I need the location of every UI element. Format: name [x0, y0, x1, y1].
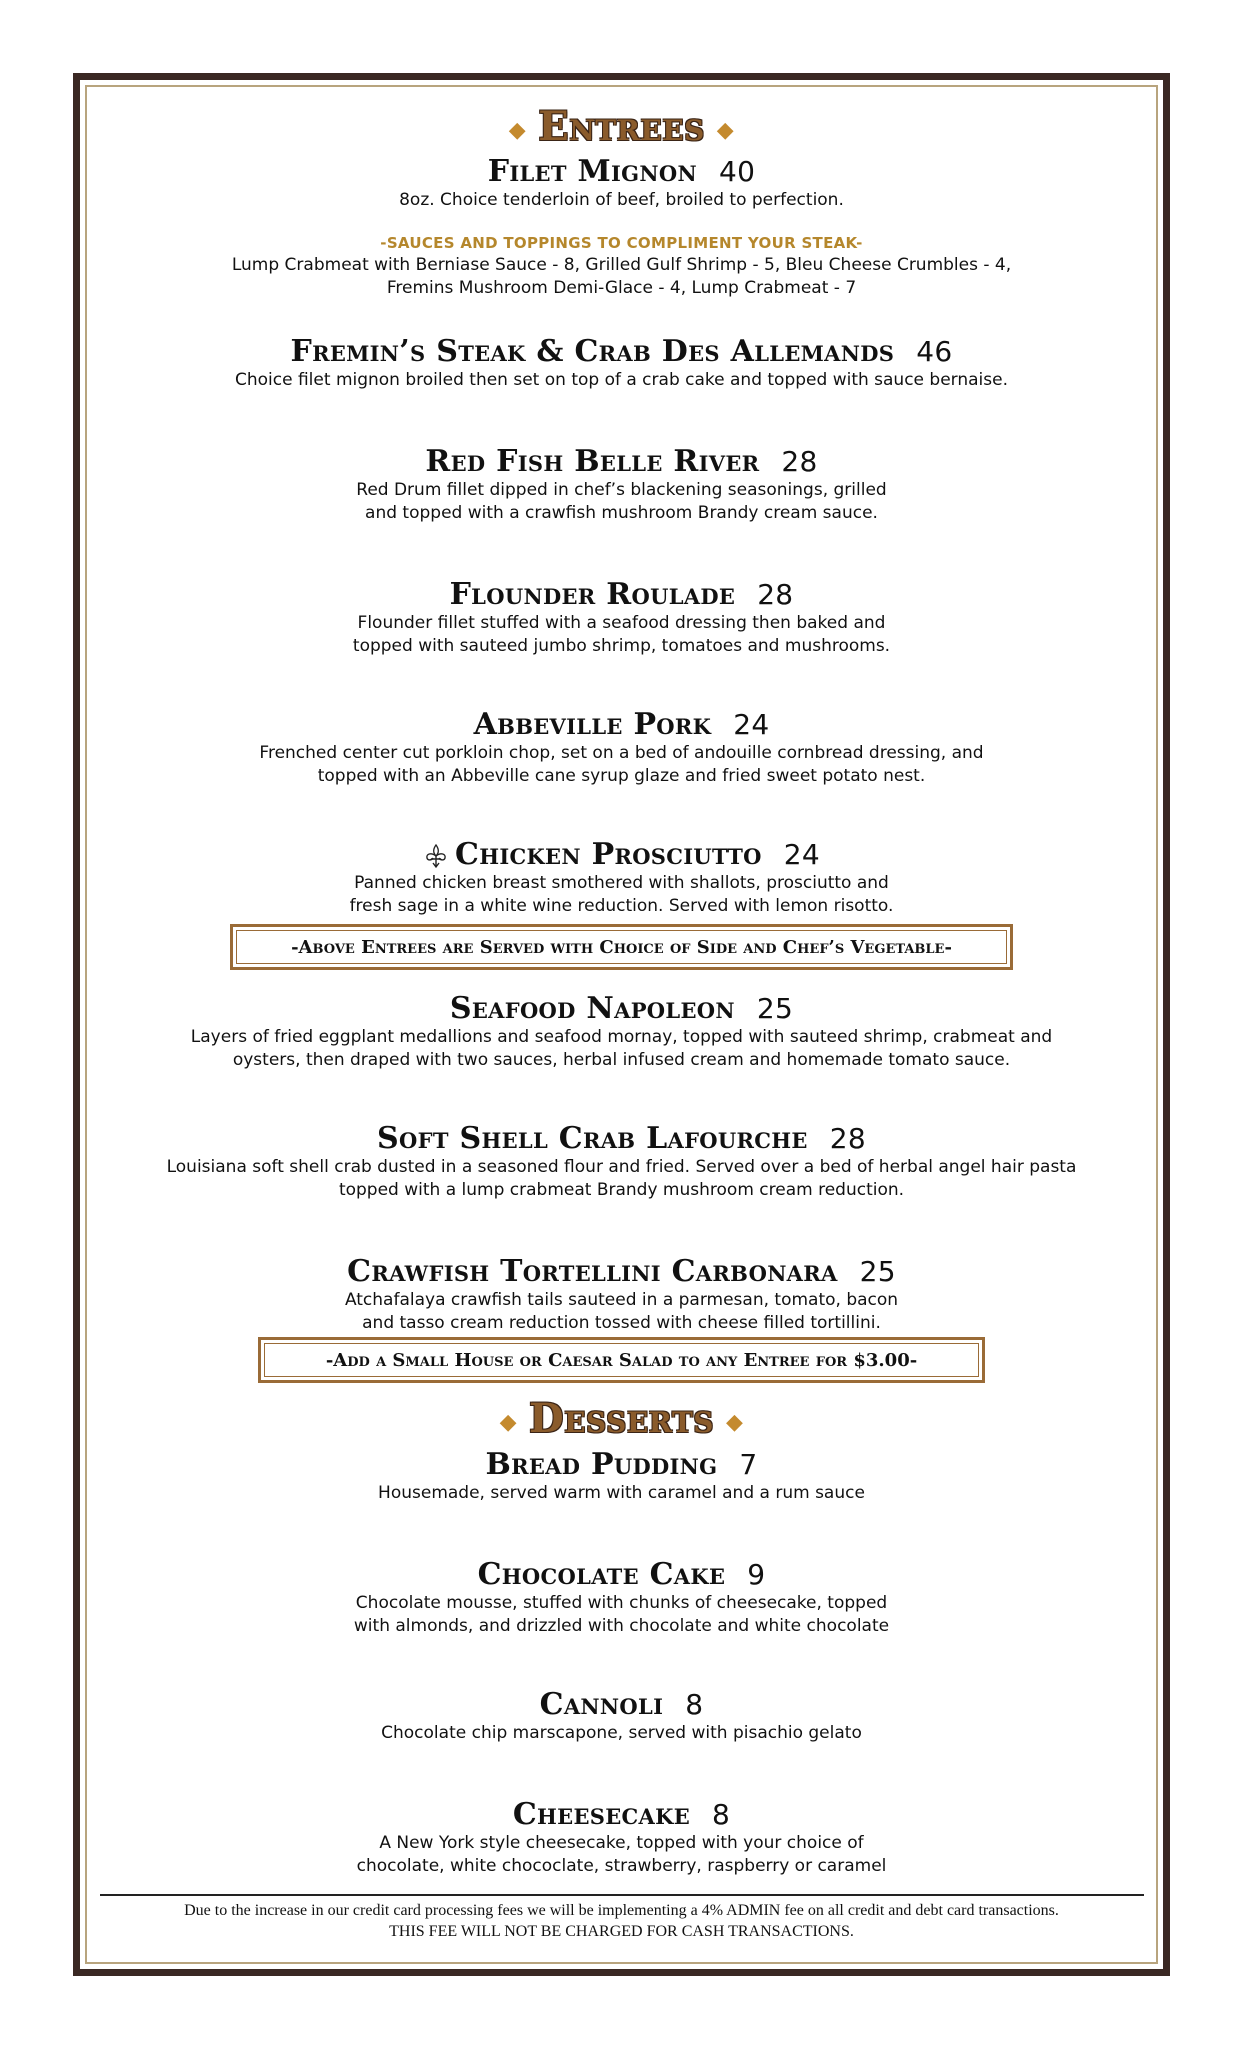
ornament-right-icon: ◆ [716, 117, 735, 143]
item-name: Bread Pudding 7 [485, 1447, 758, 1482]
menu-item-filet-mignon [90, 155, 1153, 300]
item-description-line-1: Red Drum fillet dipped in chef’s blackening seasonings, grilled [356, 480, 887, 500]
menu-item-fremins-steak [90, 335, 1153, 392]
entrees-title-text: Entrees [538, 103, 705, 150]
item-name: Filet Mignon 40 [487, 154, 756, 189]
entrees-title [90, 103, 1153, 150]
item-description-line-2: chocolate, white chococlate, strawberry, raspberry or caramel [356, 1856, 887, 1876]
item-price: 25 [756, 992, 794, 1025]
salad-note: -Add a Small House or Caesar Salad to any Entree for $3.00- [264, 1343, 979, 1377]
sauces-line-1: Lump Crabmeat with Berniase Sauce - 8, Grilled Gulf Shrimp - 5, Bleu Cheese Crumbles - 4, [231, 255, 1012, 275]
menu-item-abbeville-pork [90, 708, 1153, 788]
item-price: 24 [733, 708, 770, 741]
item-description-line-2: oysters, then draped with two sauces, herbal infused cream and homemade tomato sauce. [232, 1050, 1011, 1070]
item-price: 46 [916, 335, 953, 368]
sides-note: -Above Entrees are Served with Choice of Side and Chef’s Vegetable- [236, 930, 1007, 964]
item-description-line-1: Chocolate mousse, stuffed with chunks of cheesecake, topped [355, 1593, 888, 1613]
item-name: Chocolate Cake 9 [477, 1557, 766, 1592]
item-description-line-2: topped with a lump crabmeat Brandy mushroom cream reduction. [338, 1180, 905, 1200]
menu-item-cannoli [90, 1688, 1153, 1745]
menu-item-flounder-roulade [90, 578, 1153, 658]
item-description-line-2: with almonds, and drizzled with chocolate and white chocolate [353, 1616, 890, 1636]
sauces-line-2: Fremins Mushroom Demi-Glace - 4, Lump Crabmeat - 7 [386, 278, 857, 298]
item-description-line-2: topped with an Abbeville cane syrup glaze and fried sweet potato nest. [317, 766, 926, 786]
menu-item-bread-pudding [90, 1448, 1153, 1505]
item-description-line-2: fresh sage in a white wine reduction. Served with lemon risotto. [349, 896, 894, 916]
item-description-line-1: A New York style cheesecake, topped with your choice of [379, 1833, 864, 1853]
item-description: 8oz. Choice tenderloin of beef, broiled to perfection. [399, 190, 844, 210]
item-description-line-1: Flounder fillet stuffed with a seafood dressing then baked and [357, 613, 886, 633]
menu-item-seafood-napoleon [90, 992, 1153, 1072]
item-price: 24 [783, 838, 820, 871]
item-name: Chicken Prosciutto 24 [90, 838, 1153, 872]
menu-item-cheesecake [90, 1798, 1153, 1878]
ornament-left-icon: ◆ [508, 117, 527, 143]
desserts-title-text: Desserts [528, 1395, 715, 1442]
item-name: Cannoli 8 [539, 1687, 704, 1722]
item-description: Housemade, served warm with caramel and a rum sauce [378, 1483, 865, 1503]
item-name: Red Fish Belle River 28 [425, 444, 818, 479]
fleur-de-lis-icon [423, 843, 449, 869]
footer [90, 1900, 1153, 1942]
item-price: 28 [781, 445, 818, 478]
footer-fee-notice: Due to the increase in our credit card processing fees we will be implementing a 4% ADMIN fee on all credit and debt card transactions. [184, 1902, 1059, 1919]
item-name: Cheesecake 8 [512, 1797, 731, 1832]
item-description-line-2: and topped with a crawfish mushroom Brandy cream sauce. [365, 503, 878, 523]
item-name: Soft Shell Crab Lafourche 28 [377, 1121, 866, 1156]
item-name: Abbeville Pork 24 [473, 707, 770, 742]
ornament-left-icon: ◆ [499, 1409, 517, 1435]
item-price: 8 [712, 1798, 731, 1831]
menu-item-chicken-prosciutto [90, 838, 1153, 918]
salad-note-box [258, 1337, 985, 1383]
sauces-heading: -SAUCES AND TOPPINGS TO COMPLIMENT YOUR STEAK- [380, 234, 863, 252]
item-description-line-2: and tasso cream reduction tossed with cheese filled tortillini. [362, 1313, 881, 1333]
footer-divider [100, 1894, 1144, 1896]
item-name: Flounder Roulade 28 [449, 577, 794, 612]
item-description-line-2: topped with sauteed jumbo shrimp, tomatoes and mushrooms. [352, 636, 891, 656]
item-price: 28 [829, 1122, 866, 1155]
sides-note-box [230, 924, 1013, 970]
item-description: Chocolate chip marscapone, served with pisachio gelato [381, 1723, 862, 1743]
item-description-line-1: Louisiana soft shell crab dusted in a seasoned flour and fried. Served over a bed of herbal angel hair pasta [166, 1157, 1077, 1177]
item-price: 7 [739, 1448, 758, 1481]
item-description-line-1: Panned chicken breast smothered with shallots, prosciutto and [354, 873, 889, 893]
item-description: Choice filet mignon broiled then set on top of a crab cake and topped with sauce bernaise. [235, 370, 1008, 390]
ornament-right-icon: ◆ [726, 1409, 744, 1435]
item-price: 40 [718, 155, 756, 188]
menu-item-crawfish-tortellini [90, 1255, 1153, 1335]
menu-item-chocolate-cake [90, 1558, 1153, 1638]
item-description-line-1: Atchafalaya crawfish tails sauteed in a parmesan, tomato, bacon [344, 1290, 899, 1310]
item-name: Seafood Napoleon 25 [449, 991, 794, 1026]
item-description-line-1: Frenched center cut porkloin chop, set on a bed of andouille cornbread dressing, and [259, 743, 984, 763]
item-price: 25 [859, 1255, 896, 1288]
item-name: Crawfish Tortellini Carbonara 25 [347, 1254, 896, 1289]
menu-item-soft-shell-crab [90, 1122, 1153, 1202]
item-price: 8 [685, 1688, 704, 1721]
item-description-line-1: Layers of fried eggplant medallions and seafood mornay, topped with sauteed shrimp, crabmeat and [190, 1027, 1053, 1047]
item-price: 9 [747, 1558, 766, 1591]
footer-cash-notice: THIS FEE WILL NOT BE CHARGED FOR CASH TRANSACTIONS. [389, 1923, 854, 1940]
desserts-title [90, 1395, 1153, 1442]
item-name: Fremin’s Steak & Crab Des Allemands 46 [290, 334, 953, 369]
menu-item-red-fish [90, 445, 1153, 525]
item-price: 28 [757, 578, 794, 611]
